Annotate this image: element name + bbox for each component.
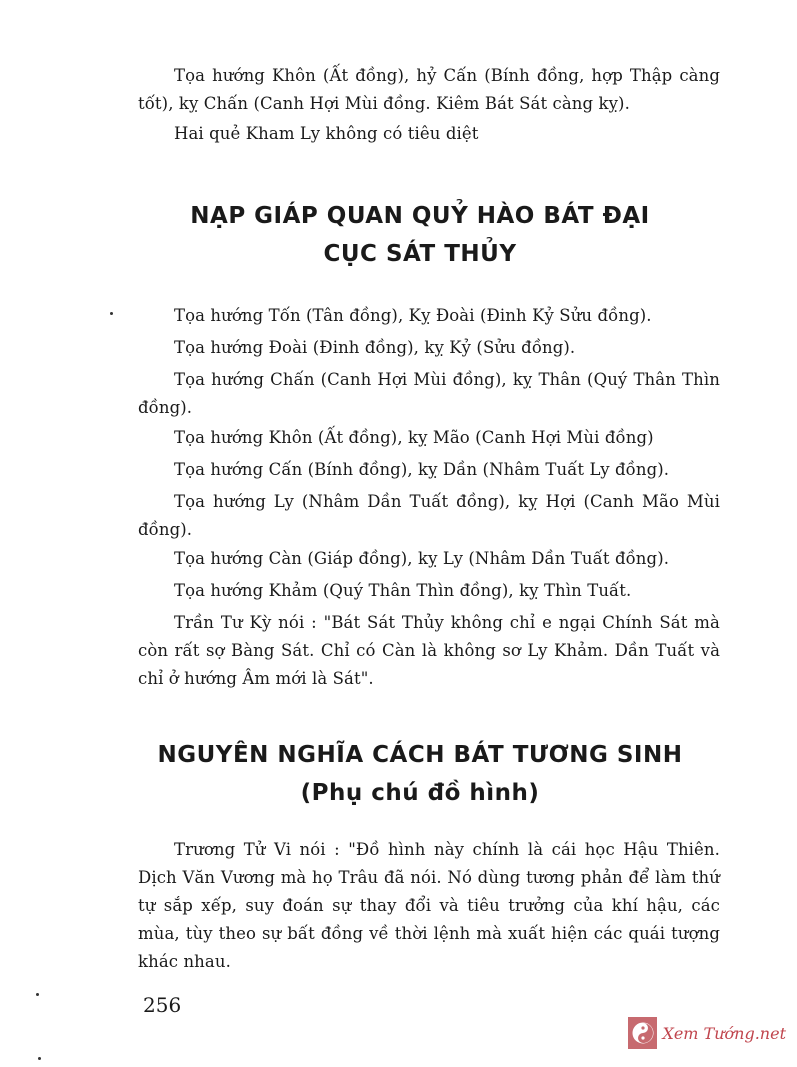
paragraph-truong-tu-vi: Trương Tử Vi nói : "Đồ hình này chính là cái học Hậu Thiên. Dịch Văn Vương mà họ Trâu đã nói. Nó dùng tương phản để làm thứ tự sắp xếp, suy đoán sự thay đổi và tiêu trưởng của khí hậu, các mùa, tùy theo sự bất đồng về thời lệnh mà xuất hiện các quái tượng khác nhau. (138, 840, 720, 971)
paragraph-toa-huong-doai: Tọa hướng Đoài (Đinh đồng), kỵ Kỷ (Sửu đồng). (174, 338, 576, 357)
paragraph-toa-huong-khon-1: Tọa hướng Khôn (Ất đồng), hỷ Cấn (Bính đồng, hợp Thập càng tốt), kỵ Chấn (Canh Hợi Mùi đồng. Kiêm Bát Sát càng kỵ). (138, 66, 720, 113)
scan-speck (36, 993, 39, 996)
section-heading-nguyen-nghia (100, 736, 740, 812)
heading-line-1: NGUYÊN NGHĨA CÁCH BÁT TƯƠNG SINH (157, 742, 683, 768)
scan-speck (38, 1057, 41, 1060)
paragraph-toa-huong-kham: Tọa hướng Khảm (Quý Thân Thìn đồng), kỵ Thìn Tuất. (174, 581, 632, 600)
paragraph-toa-huong-ly: Tọa hướng Ly (Nhâm Dần Tuất đồng), kỵ Hợi (Canh Mão Mùi đồng). (138, 492, 720, 539)
page-number: 256 (143, 993, 182, 1017)
heading-line-1: NẠP GIÁP QUAN QUỶ HÀO BÁT ĐẠI (190, 203, 650, 229)
paragraph-toa-huong-can-giap: Tọa hướng Càn (Giáp đồng), kỵ Ly (Nhâm Dần Tuất đồng). (174, 549, 670, 568)
paragraph-toa-huong-can-bính: Tọa hướng Cấn (Bính đồng), kỵ Dần (Nhâm Tuất Ly đồng). (174, 460, 670, 479)
paragraph-tran-tu-ky: Trần Tư Kỳ nói : "Bát Sát Thủy không chỉ e ngại Chính Sát mà còn rất sợ Bàng Sát. Chỉ có Càn là không sơ Ly Khảm. Dần Tuất và chỉ ở hướng Âm mới là Sát". (138, 613, 720, 688)
watermark-logo (628, 1016, 786, 1050)
section-heading-nap-giap (100, 197, 740, 273)
paragraph-toa-huong-chan: Tọa hướng Chấn (Canh Hợi Mùi đồng), kỵ Thân (Quý Thân Thìn đồng). (138, 370, 720, 417)
paragraph-hai-que: Hai quẻ Kham Ly không có tiêu diệt (174, 124, 479, 143)
yin-yang-icon (628, 1017, 657, 1049)
paragraph-toa-huong-ton: Tọa hướng Tốn (Tân đồng), Kỵ Đoài (Đinh Kỷ Sửu đồng). (174, 306, 652, 325)
scan-speck (110, 312, 113, 315)
watermark-text: Xem Tướng.net (662, 1023, 786, 1043)
heading-line-2: CỤC SÁT THỦY (323, 241, 517, 267)
heading-line-2: (Phụ chú đồ hình) (300, 780, 540, 806)
paragraph-toa-huong-khon-2: Tọa hướng Khôn (Ất đồng), kỵ Mão (Canh Hợi Mùi đồng) (174, 428, 654, 447)
